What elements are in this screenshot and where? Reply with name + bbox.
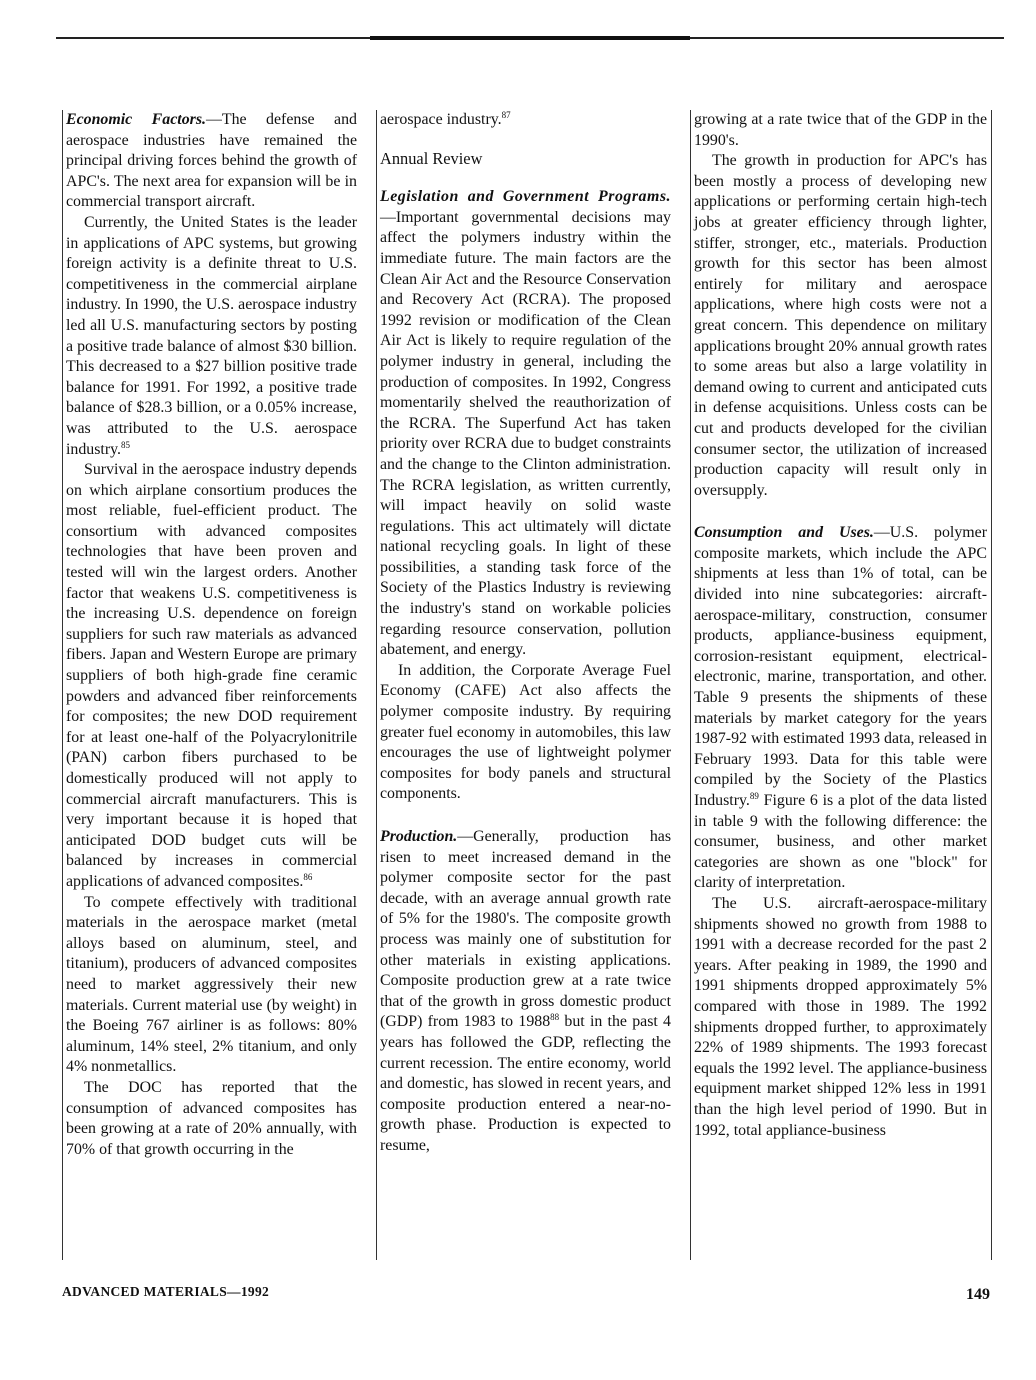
text-column-2	[376, 110, 673, 1260]
paragraph: growing at a rate twice that of the GDP in the 1990's.	[694, 111, 987, 149]
paragraph-economic-factors	[66, 110, 357, 213]
paragraph-text: Survival in the aerospace industry depends on which airplane consortium produces the most reliable, fuel-efficient product. The consortium with advanced composites technologies that have been proven and tested will win the largest orders. Another factor that weakens U.S. competitiveness is the increasing U.S. dependence on foreign suppliers for such raw materials as advanced fibers. Japan and Western Europe are primary suppliers of both high-grade fine ceramic powders and advanced fiber reinforcements for composites; the new DOD requirement for at least one-half of the Polyacrylonitrile (PAN) carbon fibers purchased to be domestically produced will not apply to commercial aircraft manufacturers. This is very important because it is hoped that anticipated DOD budget cuts will be balanced by increases in commercial applications of advanced composites.	[66, 461, 357, 890]
paragraph-text: Currently, the United States is the leader in applications of APC systems, but growing foreign activity is a definite threat to U.S. competitiveness in the commercial airplane industry. In 1990, the U.S. aerospace industry led all U.S. manufacturing sectors by posting a positive trade balance of almost $30 billion. This decreased to a $27 billion positive trade balance for 1991. For 1992, a positive trade balance of $28.3 billion, or a 0.05% increase, was attributed to the U.S. aerospace industry.	[66, 213, 357, 458]
run-in-heading: Legislation and Government Programs.	[380, 188, 671, 206]
paragraph	[66, 213, 357, 460]
paragraph	[380, 110, 671, 131]
paragraph-text: —U.S. polymer composite markets, which include the APC shipments at less than 1% of total, can be divided into nine subcategories: aircraft-aerospace-military, construction, consumer products, appliance-business equipment, corrosion-resistant equipment, electrical-electronic, marine, transportation, and other. Table 9 presents the shipments of these materials by market category for the years 1987-92 with estimated 1993 data, released in February 1993. Data for this table were compiled by the Society of the Plastics Industry.	[694, 524, 987, 809]
footnote-ref: 89	[749, 791, 759, 801]
page-number: 149	[966, 1286, 990, 1303]
paragraph: The U.S. aircraft-aerospace-military shipments showed no growth from 1988 to 1991 with a decrease recorded for the past 2 years. After peaking in 1989, the 1990 and 1991 shipments dropped approximately 5% compared with those in 1989. The 1992 shipments dropped further, to approximately 22% of 1989 shipments. The 1993 forecast equals the 1992 level. The appliance-business equipment market shipped 12% less in 1991 than the high level period of 1990. But in 1992, total appliance-business	[694, 894, 987, 1139]
footnote-ref: 88	[550, 1012, 560, 1023]
footnote-ref: 86	[303, 871, 313, 882]
section-title: Annual Review	[380, 148, 483, 168]
paragraph-text: —Important governmental decisions may affect the polymers industry within the immediate future. The main factors are the Clean Air Act and the Resource Conservation and Recovery Act (RCRA). The proposed 1992 revision or modification of the Clean Air Act is likely to require regulation of the polymer industry in general, including the production of composites. In 1992, Congress momentarily shelved the reauthorization of the RCRA. The Superfund Act has taken priority over RCRA due to budget constraints and the change to the Clinton administration. The RCRA legislation, as written currently, will impact heavily on solid waste regulations. This act ultimately will dictate national recycling goals. In light of these possibilities, a standing task force of the Society of the Plastics Industry is reviewing the industry's stand on workable policies regarding resource conservation, pollution abatement, and energy.	[380, 208, 671, 659]
top-rule-heavy	[370, 36, 690, 40]
paragraph-text: Figure 6 is a plot of the data listed in table 9 with the following difference: the consumer, business, and other market categories are shown as one "block" for clarity of interpretation.	[694, 792, 987, 892]
paragraph: To compete effectively with traditional materials in the aerospace market (metal alloys based on aluminum, steel, and titanium), producers of advanced composites need to market aggressively their new materials. Current material use (by weight) in the Boeing 767 airliner is as follows: 80% aluminum, 14% steel, 2% titanium, and only 4% nonmetallics.	[66, 893, 357, 1076]
text-column-1	[62, 110, 359, 1260]
paragraph: The DOC has reported that the consumption of advanced composites has been growing at a rate of 20% annually, with 70% of that growth occurring in the	[66, 1078, 357, 1158]
text-column-3	[690, 110, 992, 1260]
spacer	[694, 501, 987, 523]
paragraph-production	[380, 827, 671, 1157]
spacer	[380, 805, 671, 827]
footnote-ref: 85	[121, 439, 131, 450]
paragraph	[66, 460, 357, 892]
paragraph-text: —Generally, production has risen to meet increased demand in the polymer composite sector for the past decade, with an average annual growth rate of 5% for the 1980's. The composite growth process was mainly one of substitution for other materials in existing applications. Composite production grew at a rate twice that of the growth in gross domestic product (GDP) from 1983 to 1988	[380, 828, 671, 1031]
paragraph-text: aerospace industry.	[380, 111, 502, 128]
run-in-heading: Economic Factors.	[66, 111, 206, 128]
paragraph-text: but in the past 4 years has followed the GDP, reflecting the current recession. The entire economy, world and domestic, has slowed in recent years, and composite production entered a near-no-growth phase. Production is expected to resume,	[380, 1013, 671, 1154]
run-in-heading: Production.	[380, 828, 458, 845]
paragraph: The growth in production for APC's has been mostly a process of developing new applications or performing certain high-tech jobs at greater efficiency through lighter, stiffer, stronger, etc., materials. Production growth for this sector has been almost entirely for military and aerospace applications, where high costs were not a great concern. This dependence on military applications brought 20% annual growth rates to some areas but also a large volatility in demand owing to current and anticipated cuts in defense acquisitions. Unless costs can be cut and products developed for the civilian consumer sector, the utilization of increased production capacity will result only in oversupply.	[694, 152, 987, 499]
footnote-ref: 87	[501, 110, 511, 120]
paragraph-consumption	[694, 523, 987, 894]
run-in-heading: Consumption and Uses.	[694, 524, 874, 542]
paragraph: In addition, the Corporate Average Fuel Economy (CAFE) Act also affects the polymer composite industry. By requiring greater fuel economy in automobiles, this law encourages the use of lightweight polymer composites for body panels and structural components.	[380, 661, 671, 803]
paragraph-text: —The defense and aerospace industries have remained the principal driving forces behind the growth of APC's. The next area for expansion will be in commercial transport aircraft.	[66, 111, 357, 211]
paragraph-legislation	[380, 187, 671, 661]
journal-footer: ADVANCED MATERIALS—1992	[62, 1284, 270, 1299]
